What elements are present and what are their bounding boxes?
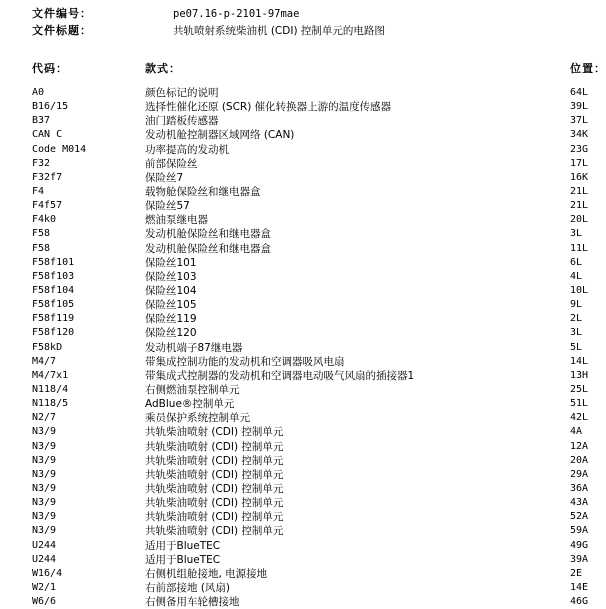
- row-code: F58kD: [32, 341, 63, 353]
- doc-number-value: pe07.16-p-2101-97mae: [173, 8, 300, 20]
- row-position: 52A: [570, 511, 589, 523]
- row-code: F4k0: [32, 214, 57, 226]
- row-position: 2E: [570, 567, 583, 579]
- row-description: 发动机端子87继电器: [145, 341, 243, 354]
- row-code: F58f103: [32, 270, 75, 282]
- row-description: 保险丝103: [145, 270, 197, 283]
- row-code: F58f105: [32, 299, 75, 311]
- row-position: 36A: [570, 482, 589, 494]
- row-position: 21L: [570, 200, 589, 212]
- row-position: 34K: [570, 129, 589, 141]
- table-row: [0, 524, 603, 538]
- row-position: 20L: [570, 214, 589, 226]
- row-position: 3L: [570, 228, 583, 240]
- table-row: [0, 143, 603, 157]
- row-description: 发动机舱保险丝和继电器盒: [145, 228, 271, 241]
- row-position: 3L: [570, 327, 583, 339]
- row-code: F4f57: [32, 200, 63, 212]
- row-description: 带集成式控制器的发动机和空调器电动吸气风扇的插接器1: [145, 369, 415, 382]
- row-description: 前部保险丝: [145, 157, 198, 170]
- table-row: [0, 383, 603, 397]
- row-description: 适用于BlueTEC: [145, 539, 221, 552]
- table-row: [0, 227, 603, 241]
- row-description: 共轨柴油喷射 (CDI) 控制单元: [145, 497, 284, 510]
- table-row: [0, 114, 603, 128]
- row-code: N2/7: [32, 412, 57, 424]
- row-description: 右侧燃油泵控制单元: [145, 383, 240, 396]
- table-row: [0, 171, 603, 185]
- row-code: Code M014: [32, 143, 87, 155]
- table-row: [0, 539, 603, 553]
- row-description: 适用于BlueTEC: [145, 553, 221, 566]
- row-description: 共轨柴油喷射 (CDI) 控制单元: [145, 482, 284, 495]
- row-code: F58f119: [32, 313, 75, 325]
- table-row: [0, 468, 603, 482]
- row-code: U244: [32, 539, 57, 551]
- table-row: [0, 496, 603, 510]
- row-position: 20A: [570, 454, 589, 466]
- row-code: N3/9: [32, 525, 57, 537]
- row-position: 11L: [570, 242, 589, 254]
- row-description: 发动机舱保险丝和继电器盒: [145, 242, 271, 255]
- table-row: [0, 482, 603, 496]
- row-code: F4: [32, 185, 45, 197]
- table-row: [0, 312, 603, 326]
- row-position: 29A: [570, 468, 589, 480]
- row-position: 4A: [570, 426, 583, 438]
- row-code: F58f101: [32, 256, 75, 268]
- row-code: CAN C: [32, 129, 63, 141]
- table-row: [0, 567, 603, 581]
- doc-title-value: 共轨喷射系统柴油机 (CDI) 控制单元的电路图: [173, 25, 385, 37]
- table-row: [0, 553, 603, 567]
- row-position: 9L: [570, 299, 583, 311]
- row-code: F58f120: [32, 327, 75, 339]
- row-code: B37: [32, 115, 51, 127]
- row-description: 共轨柴油喷射 (CDI) 控制单元: [145, 511, 284, 524]
- row-position: 10L: [570, 284, 589, 296]
- row-description: 保险丝105: [145, 299, 197, 312]
- table-row: [0, 242, 603, 256]
- row-description: 保险丝101: [145, 256, 197, 269]
- row-description: 选择性催化还原 (SCR) 催化转换器上游的温度传感器: [145, 101, 392, 114]
- row-description: 共轨柴油喷射 (CDI) 控制单元: [145, 525, 284, 538]
- row-position: 39L: [570, 101, 589, 113]
- row-position: 23G: [570, 143, 589, 155]
- doc-title-label: 文件标题：: [32, 24, 92, 37]
- row-position: 2L: [570, 313, 583, 325]
- row-code: N3/9: [32, 454, 57, 466]
- row-code: A0: [32, 87, 45, 98]
- table-row: [0, 411, 603, 425]
- row-code: N3/9: [32, 482, 57, 494]
- row-code: U244: [32, 553, 57, 565]
- row-description: 载物舱保险丝和继电器盒: [145, 185, 261, 198]
- row-code: N3/9: [32, 468, 57, 480]
- doc-number-label: 文件编号：: [32, 7, 92, 20]
- table-row: [0, 86, 603, 100]
- table-row: [0, 199, 603, 213]
- row-description: 保险丝120: [145, 327, 197, 340]
- table-row: [0, 397, 603, 411]
- row-code: F58f104: [32, 284, 75, 296]
- row-description: 保险丝7: [145, 171, 184, 184]
- table-row: [0, 510, 603, 524]
- row-code: N3/9: [32, 440, 57, 452]
- row-position: 37L: [570, 115, 589, 127]
- row-description: 功率提高的发动机: [145, 143, 229, 156]
- row-position: 59A: [570, 525, 589, 537]
- row-code: W2/1: [32, 581, 57, 593]
- row-description: 右前部接地 (风扇): [145, 581, 231, 594]
- row-position: 14E: [570, 581, 589, 593]
- row-description: 乘员保护系统控制单元: [145, 412, 250, 425]
- row-code: F58: [32, 228, 51, 240]
- row-position: 17L: [570, 157, 589, 169]
- table-row: [0, 581, 603, 595]
- column-header-code: 代码：: [32, 62, 68, 75]
- row-description: 保险丝119: [145, 313, 197, 326]
- row-code: N118/5: [32, 398, 69, 410]
- row-position: 5L: [570, 341, 583, 353]
- row-description: 带集成控制功能的发动机和空调器吸风电扇: [145, 355, 345, 368]
- row-code: N3/9: [32, 426, 57, 438]
- row-description: 共轨柴油喷射 (CDI) 控制单元: [145, 440, 284, 453]
- column-header-position: 位置：: [570, 62, 606, 75]
- row-code: W6/6: [32, 596, 57, 608]
- row-description: 右侧机组舱接地, 电源接地: [145, 567, 268, 580]
- row-position: 25L: [570, 383, 589, 395]
- row-position: 42L: [570, 412, 589, 424]
- table-row: [0, 128, 603, 142]
- row-code: M4/7: [32, 355, 57, 367]
- row-description: 保险丝104: [145, 284, 197, 297]
- row-position: 13H: [570, 369, 589, 381]
- column-header-text: 款式：: [145, 62, 181, 75]
- row-position: 14L: [570, 355, 589, 367]
- table-row: [0, 355, 603, 369]
- row-description: AdBlue®控制单元: [145, 398, 235, 411]
- row-code: N118/4: [32, 383, 69, 395]
- table-row: [0, 454, 603, 468]
- table-row: [0, 298, 603, 312]
- table-row: [0, 326, 603, 340]
- table-row: [0, 213, 603, 227]
- row-description: 共轨柴油喷射 (CDI) 控制单元: [145, 454, 284, 467]
- table-row: [0, 284, 603, 298]
- row-position: 39A: [570, 553, 589, 565]
- table-row: [0, 425, 603, 439]
- row-position: 16K: [570, 171, 589, 183]
- row-code: F32: [32, 157, 51, 169]
- table-row: [0, 185, 603, 199]
- row-position: 46G: [570, 596, 589, 608]
- row-code: F32f7: [32, 171, 63, 183]
- row-description: 共轨柴油喷射 (CDI) 控制单元: [145, 468, 284, 481]
- row-code: M4/7x1: [32, 369, 69, 381]
- row-description: 发动机舱控制器区域网络 (CAN): [145, 129, 295, 142]
- row-description: 保险丝57: [145, 200, 190, 213]
- row-code: W16/4: [32, 567, 63, 579]
- component-table: [0, 86, 603, 609]
- row-position: 64L: [570, 87, 589, 98]
- row-position: 4L: [570, 270, 583, 282]
- row-code: N3/9: [32, 497, 57, 509]
- row-code: N3/9: [32, 511, 57, 523]
- table-row: [0, 440, 603, 454]
- row-position: 12A: [570, 440, 589, 452]
- table-row: [0, 256, 603, 270]
- table-row: [0, 157, 603, 171]
- row-description: 燃油泵继电器: [145, 214, 208, 227]
- row-description: 右侧备用车轮槽接地: [145, 596, 240, 609]
- row-description: 共轨柴油喷射 (CDI) 控制单元: [145, 426, 284, 439]
- table-row: [0, 595, 603, 609]
- row-position: 43A: [570, 497, 589, 509]
- row-position: 51L: [570, 398, 589, 410]
- table-row: [0, 100, 603, 114]
- table-row: [0, 369, 603, 383]
- table-row: [0, 341, 603, 355]
- row-position: 6L: [570, 256, 583, 268]
- row-code: B16/15: [32, 101, 69, 113]
- row-code: F58: [32, 242, 51, 254]
- row-position: 49G: [570, 539, 589, 551]
- row-description: 油门踏板传感器: [145, 115, 219, 128]
- table-row: [0, 270, 603, 284]
- row-position: 21L: [570, 185, 589, 197]
- row-description: 颜色标记的说明: [145, 87, 219, 99]
